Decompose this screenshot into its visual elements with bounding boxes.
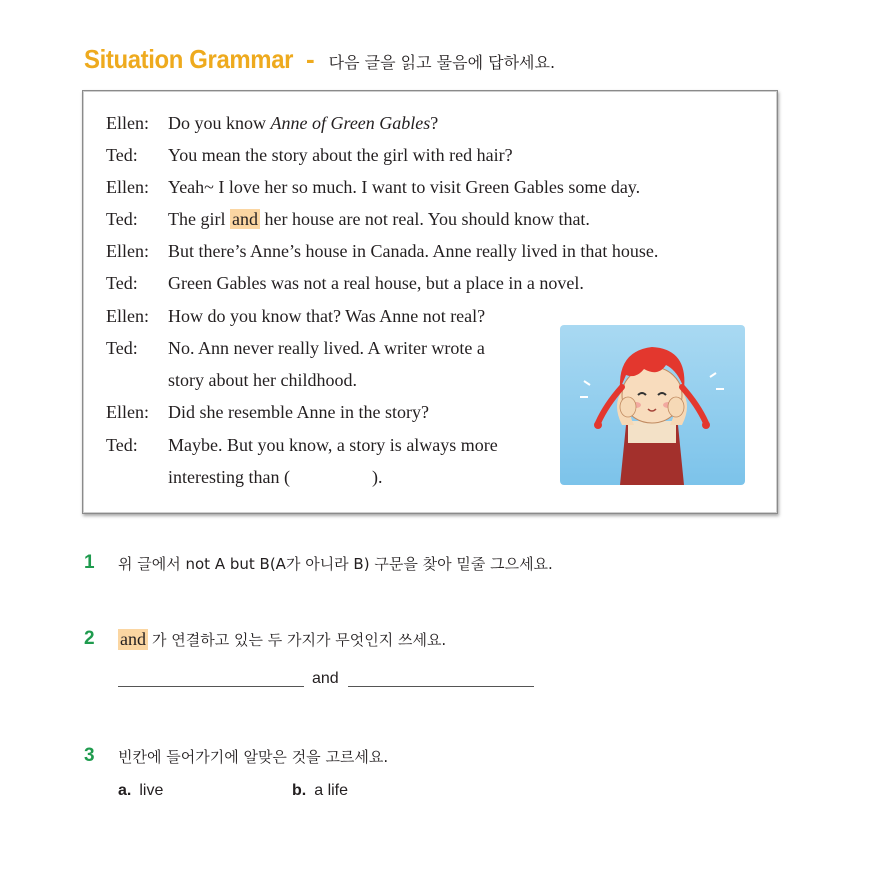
dialogue-line — [106, 338, 485, 359]
line-text: Green Gables was not a real house, but a place in a novel. — [168, 273, 584, 293]
line-text: her house are not real. You should know that. — [259, 209, 590, 229]
line-text: interesting than ( — [168, 467, 290, 487]
dialogue-line — [106, 209, 590, 230]
choice-label: a. — [118, 782, 132, 799]
title-dash: - — [306, 44, 315, 74]
line-text: You mean the story about the girl with red hair? — [168, 145, 513, 165]
line-text: ? — [430, 113, 439, 133]
question-3 — [84, 745, 388, 767]
question-text: 빈칸에 들어가기에 알맞은 것을 고르세요. — [118, 747, 389, 766]
page-header — [84, 44, 555, 78]
line-text: How do you know that? Was Anne not real? — [168, 306, 486, 326]
line-text: But there’s Anne’s house in Canada. Anne really lived in that house. — [168, 241, 659, 261]
line-text: Did she resemble Anne in the story? — [168, 402, 429, 422]
section-title: Situation Grammar — [84, 44, 294, 74]
answer-line-2[interactable] — [348, 686, 534, 687]
speaker: Ellen: — [106, 306, 149, 326]
choice-b[interactable] — [292, 782, 348, 800]
question-number: 3 — [84, 745, 95, 766]
speaker: Ted: — [106, 209, 138, 229]
question-number: 2 — [84, 628, 95, 649]
question-2 — [84, 628, 446, 650]
instruction-text: 다음 글을 읽고 물음에 답하세요. — [328, 53, 556, 72]
dialogue-continuation: story about her childhood. — [168, 370, 357, 390]
line-text: The girl — [168, 209, 230, 229]
line-text: Yeah~ I love her so much. I want to visit Green Gables some day. — [168, 177, 641, 197]
dialogue-continuation — [168, 467, 382, 488]
line-text: Do you know — [168, 113, 271, 133]
highlighted-and: and — [120, 628, 146, 649]
speaker: Ted: — [106, 435, 138, 455]
line-text: Maybe. But you know, a story is always more — [168, 435, 498, 455]
book-title: Anne of Green Gables — [270, 113, 431, 133]
answer-line-1[interactable] — [118, 686, 304, 687]
dialogue-line — [106, 113, 438, 134]
speaker: Ted: — [106, 338, 138, 358]
choice-text: live — [139, 782, 164, 799]
question-1 — [84, 552, 553, 574]
line-text: No. Ann never really lived. A writer wrote a — [168, 338, 485, 358]
choice-text: a life — [314, 782, 349, 799]
speaker: Ted: — [106, 273, 138, 293]
question-text: 위 글에서 not A but B(A가 아니라 B) 구문을 찾아 밑줄 그으세요. — [118, 554, 553, 573]
highlighted-and: and — [231, 209, 258, 229]
choice-label: b. — [292, 782, 307, 799]
speaker: Ellen: — [106, 113, 149, 133]
dialogue-line — [106, 145, 513, 166]
dialogue-line — [106, 402, 429, 423]
dialogue-line — [106, 273, 584, 294]
dialogue-line — [106, 241, 658, 262]
speaker: Ted: — [106, 145, 138, 165]
speaker: Ellen: — [106, 402, 149, 422]
question-number: 1 — [84, 552, 95, 573]
speaker: Ellen: — [106, 177, 149, 197]
girl-illustration — [560, 325, 745, 485]
dialogue-line — [106, 177, 640, 198]
choice-a[interactable] — [118, 782, 163, 800]
dialogue-line — [106, 435, 498, 456]
line-text: ). — [371, 467, 383, 487]
dialogue-line — [106, 306, 485, 327]
and-connector: and — [312, 670, 339, 687]
speaker: Ellen: — [106, 241, 149, 261]
question-text: 가 연결하고 있는 두 가지가 무엇인지 쓰세요. — [152, 630, 447, 649]
